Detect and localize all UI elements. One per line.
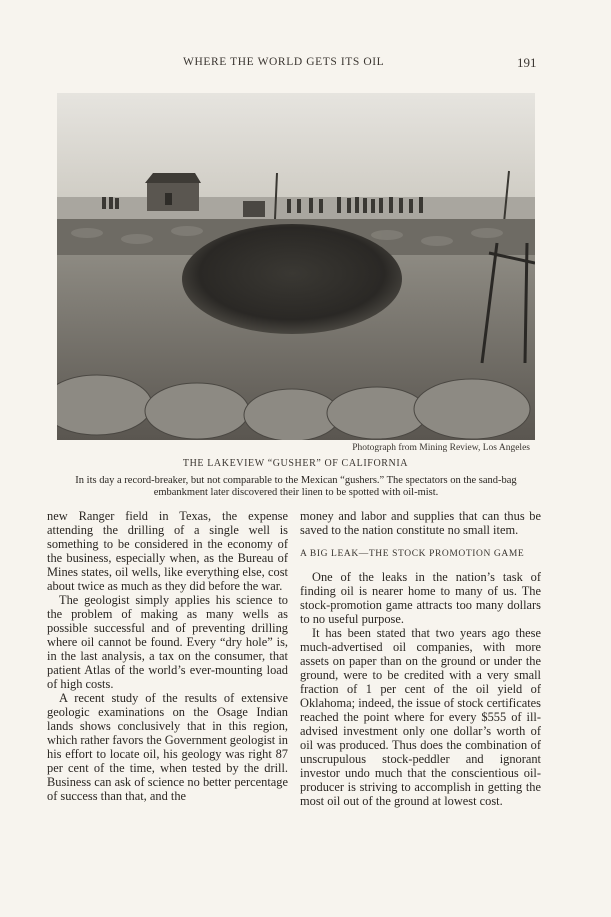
paragraph: new Ranger field in Texas, the expense attending the drilling of a single well is something to be considered in the economy of the business, especially when, as the Bureau of Mines states, oil wells, like everything else, cost about twice as much as they did before the war. — [47, 509, 288, 593]
right-column — [300, 509, 541, 808]
left-column — [47, 509, 288, 803]
photo-credit: Photograph from Mining Review, Los Angeles — [352, 443, 530, 453]
sky — [57, 93, 535, 203]
tank — [243, 201, 265, 217]
paragraph: The geologist simply applies his science to the problem of making as many wells as possible successful and of preventing drilling where oil cannot be found. Every “dry hole” is, in the last analysis, a tax on the consumer, that patient Atlas of the world’s ever-mounting load of high costs. — [47, 593, 288, 691]
building — [145, 173, 201, 211]
running-title: WHERE THE WORLD GETS ITS OIL — [183, 56, 385, 68]
figure-photo — [57, 93, 535, 440]
oil-mound — [182, 224, 402, 334]
far-field — [57, 197, 535, 219]
page-number: 191 — [517, 55, 537, 70]
section-heading: A BIG LEAK—THE STOCK PROMOTION GAME — [300, 549, 525, 559]
running-head — [0, 56, 611, 72]
paragraph: One of the leaks in the nation’s task of finding oil is nearer home to many of us. The stock-promotion game attracts too many dollars to no useful purpose. — [300, 570, 541, 626]
paragraph: money and labor and supplies that can thus be saved to the nation constitute no small item. — [300, 509, 541, 537]
caption-body: In its day a record-breaker, but not comparable to the Mexican “gushers.” The spectators on the sand-bag embankment later discovered their linen to be spotted with oil-mist. — [75, 475, 517, 498]
caption-title: THE LAKEVIEW “GUSHER” OF CALIFORNIA — [182, 458, 409, 469]
paragraph: A recent study of the results of extensive geologic examinations on the Osage Indian lands shows conclusively that in this region, which rather favors the Government geologist in his effort to locate oil, his geology was right 87 per cent of the time, when tested by the drill. Business can ask of science no better percentage of success than that, and the — [47, 691, 288, 803]
paragraph: It has been stated that two years ago these much-advertised oil companies, with more assets on paper than on the ground or under the ground, were to be credited with a very small fraction of 1 per cent of the oil yield of Oklahoma; indeed, the issue of stock certificates reached the point where for every $555 of ill-advised investment only one dollar’s worth of oil was produced. Thus does the combination of unscrupulous stock-peddler and ignorant investor undo much that the conscientious oil-producer is striving to accomplish in getting the most oil out of the ground at lowest cost. — [300, 626, 541, 808]
